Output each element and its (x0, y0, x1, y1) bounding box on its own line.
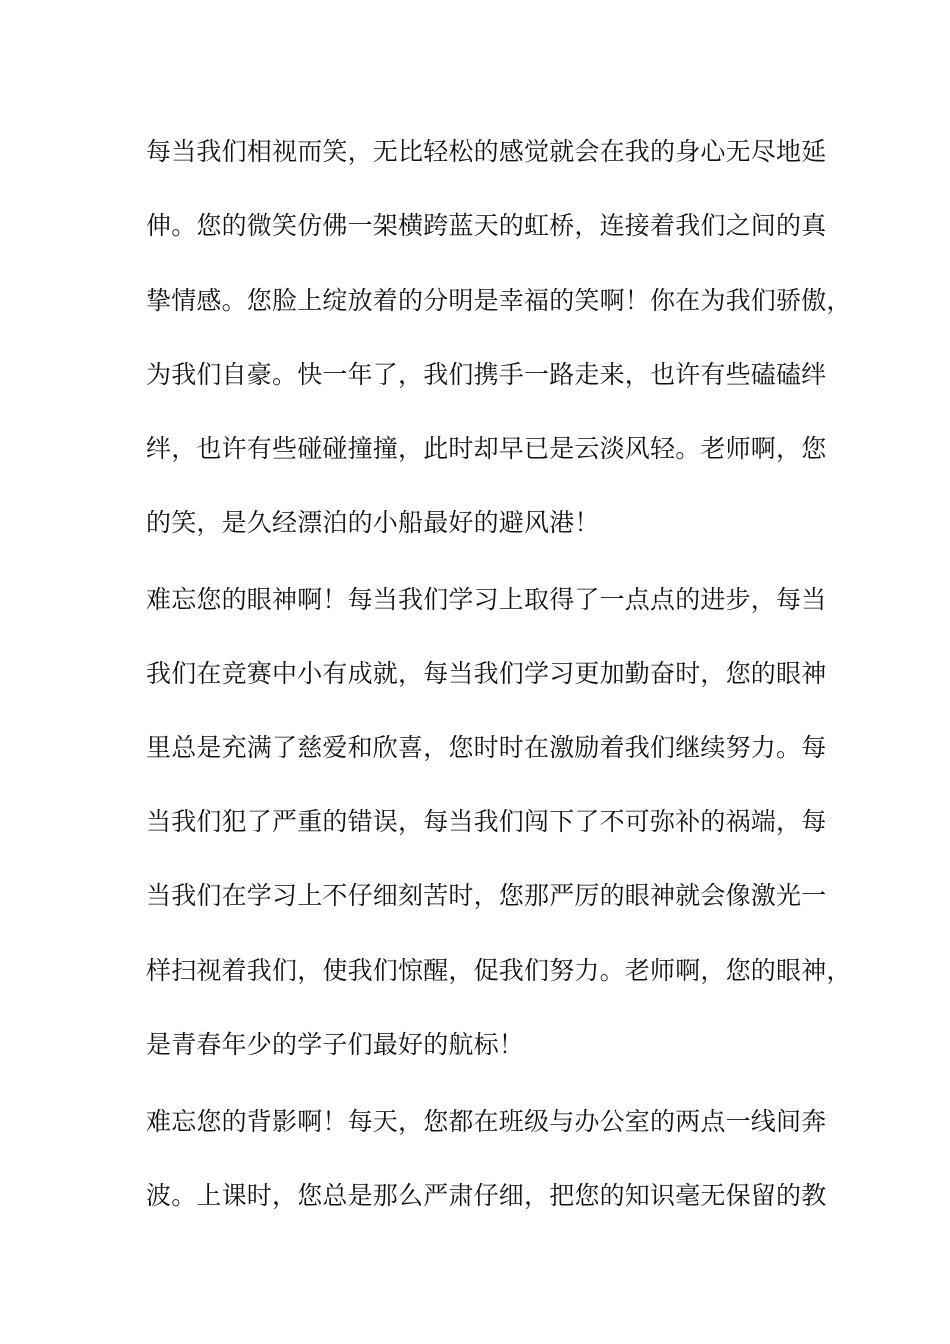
text-line: 里总是充满了慈爱和欣喜，您时时在激励着我们继续努力。每 (146, 733, 827, 762)
text-line: 为我们自豪。快一年了，我们携手一路走来，也许有些磕磕绊 (146, 360, 827, 389)
text-line: 难忘您的眼神啊！每当我们学习上取得了一点点的进步，每当 (146, 585, 827, 614)
text-line: 每当我们相视而笑，无比轻松的感觉就会在我的身心无尽地延 (146, 137, 827, 166)
text-line: 样扫视着我们，使我们惊醒，促我们努力。老师啊，您的眼神， (146, 956, 852, 985)
text-line: 是青春年少的学子们最好的航标！ (146, 1030, 525, 1059)
text-line: 的笑，是久经漂泊的小船最好的避风港！ (146, 508, 600, 537)
text-line: 挚情感。您脸上绽放着的分明是幸福的笑啊！你在为我们骄傲， (146, 286, 852, 315)
text-line: 当我们在学习上不仔细刻苦时，您那严厉的眼神就会像激光一 (146, 881, 827, 910)
text-line: 波。上课时，您总是那么严肃仔细，把您的知识毫无保留的教 (146, 1181, 827, 1210)
text-line: 伸。您的微笑仿佛一架横跨蓝天的虹桥，连接着我们之间的真 (146, 211, 827, 240)
text-line: 绊，也许有些碰碰撞撞，此时却早已是云淡风轻。老师啊，您 (146, 434, 827, 463)
text-line: 当我们犯了严重的错误，每当我们闯下了不可弥补的祸端，每 (146, 807, 827, 836)
text-line: 我们在竞赛中小有成就，每当我们学习更加勤奋时，您的眼神 (146, 659, 827, 688)
text-line: 难忘您的背影啊！每天，您都在班级与办公室的两点一线间奔 (146, 1107, 827, 1136)
